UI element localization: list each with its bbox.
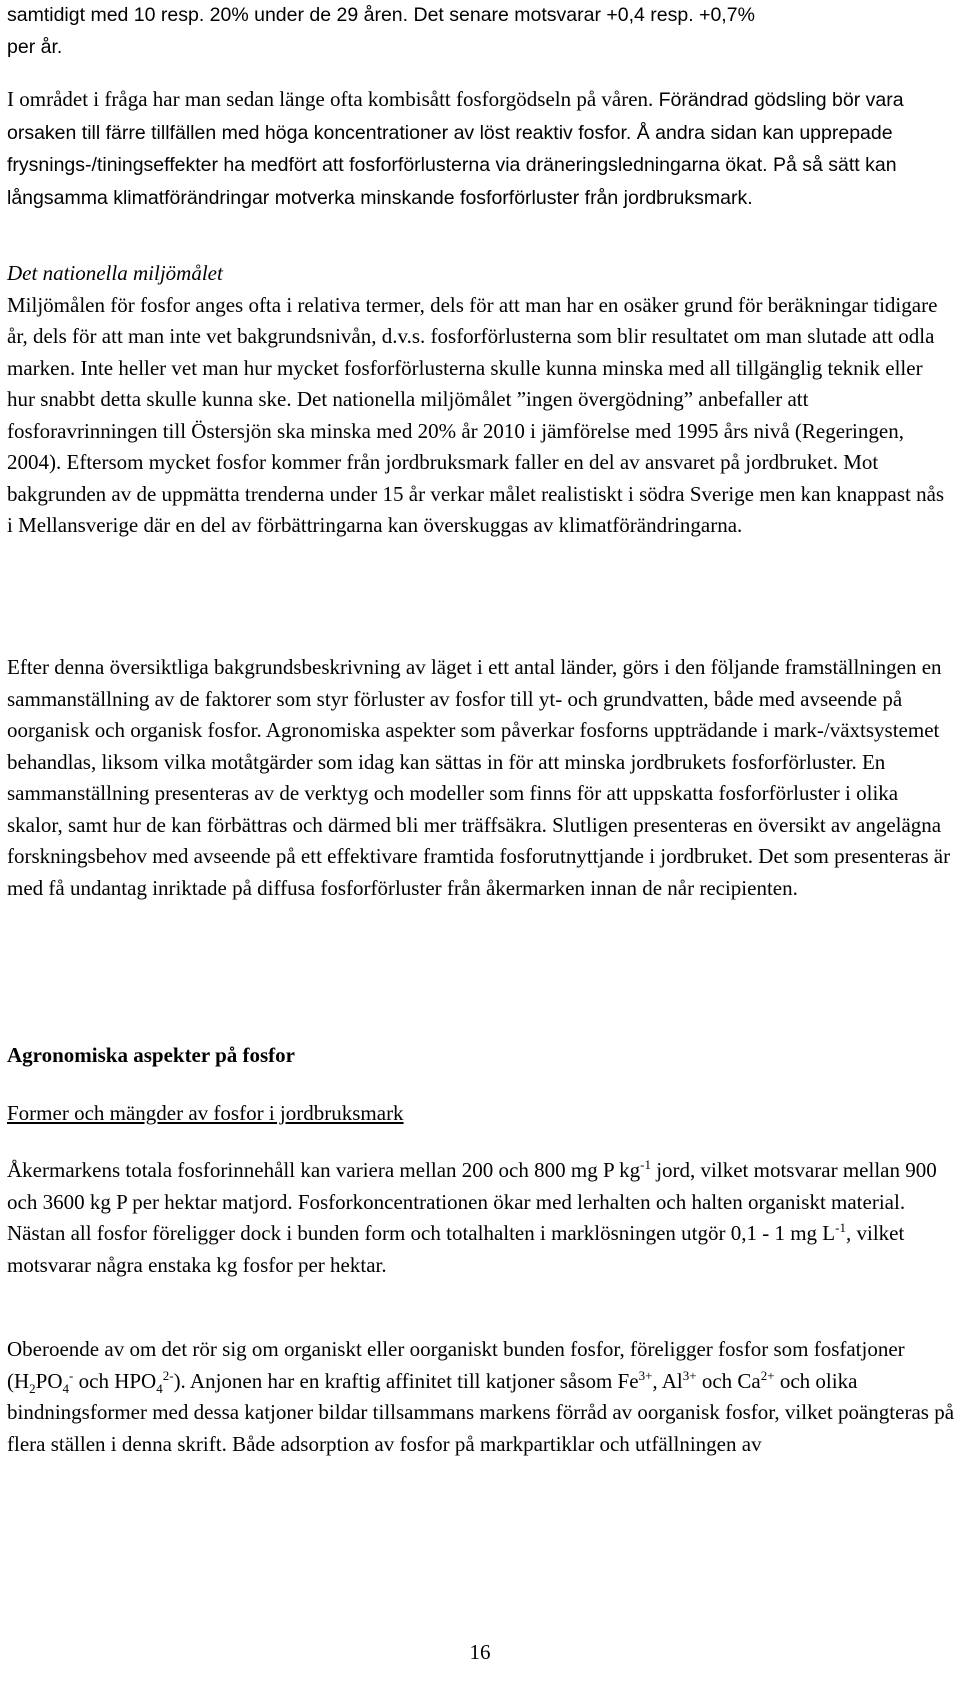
- subscript: 4: [156, 1380, 163, 1396]
- text-run: och olika bindningsformer med dessa katjoner bildar tillsammans markens förråd av oorganisk fosfor, vilket poängteras på flera ställen i denna skrift. Både adsorption av fosfor på markpartiklar och utfällningen av: [7, 1368, 955, 1456]
- text-run: , vilket motsvarar några enstaka kg fosfor per hektar.: [7, 1221, 905, 1277]
- superscript: 2+: [760, 1367, 775, 1383]
- superscript: -: [69, 1367, 74, 1383]
- text-run: ). Anjonen har en kraftig affinitet till katjoner såsom Fe: [173, 1368, 639, 1393]
- section-nationella-miljomalet: [7, 258, 955, 542]
- sentence: I området i fråga har man sedan länge ofta kombisått fosforgödseln på våren.: [7, 87, 654, 111]
- text-run: Oberoende av om det rör sig om organiskt eller oorganiskt bunden fosfor, föreligger fosfor som fosfatjoner (H: [7, 1337, 905, 1393]
- text-line: samtidigt med 10 resp. 20% under de 29 åren. Det senare motsvarar +0,4 resp. +0,7%: [7, 4, 755, 26]
- superscript: -1: [835, 1220, 846, 1235]
- superscript: 3+: [638, 1367, 653, 1383]
- text-run: , Al: [652, 1368, 683, 1393]
- superscript: 2-: [162, 1367, 174, 1383]
- text-line: per år.: [7, 35, 63, 58]
- superscript: -1: [640, 1157, 651, 1172]
- paragraph-trend-continuation: [7, 0, 955, 63]
- subscript: 2: [29, 1380, 36, 1396]
- section-body: Miljömålen för fosfor anges ofta i relativa termer, dels för att man har en osäker grund för beräkningar tidigare år, dels för att man inte vet bakgrundsnivån, d.v.s. fosforförlusterna som blir resultatet om man slutade att odla marken. Inte heller vet man hur mycket fosforförlusterna skulle kunna minska med all tillgänglig teknik eller hur snabbt detta skulle kunna ske. Det nationella miljömålet ”ingen övergödning” anbefaller att fosforavrinningen till Östersjön ska minska med 20% år 2010 i jämförelse med 1995 års nivå (Regeringen, 2004). Eftersom mycket fosfor kommer från jordbruksmark faller en del av ansvaret på jordbruket. Mot bakgrunden av de uppmätta trenderna under 15 år verkar målet realistiskt i södra Sverige men kan knappast nås i Mellansverige där en del av förbättringarna kan överskuggas av klimatförändringarna.: [7, 292, 945, 537]
- text-run: och Ca: [696, 1368, 761, 1393]
- paragraph-kombisadd: [7, 84, 955, 214]
- text-run: Åkermarkens totala fosforinnehåll kan variera mellan 200 och 800 mg P kg: [7, 1158, 641, 1182]
- paragraph-oberoende: [7, 1334, 955, 1460]
- sentence: Förändrad gödsling bör vara orsaken till färre tillfällen med höga koncentrationer av löst reaktiv fosfor. Å andra sidan kan upprepade frysnings-/tiningseffekter ha medfört att fosforförlusterna via dräneringsledningarna ökat. På så sätt kan långsamma klimatförändringar motverka minskande fosforförluster från jordbruksmark.: [7, 89, 904, 209]
- subheading-former-och-mangder: Former och mängder av fosfor i jordbruksmark: [7, 1101, 404, 1125]
- paragraph-efter-denna: [7, 652, 955, 904]
- text-run: jord, vilket motsvarar mellan 900 och 3600 kg P per hektar matjord. Fosforkoncentrationen ökar med lerhalten och halten organiskt material. Nästan all fosfor föreligger dock i bunden form och totalhalten i marklösningen utgör 0,1 - 1 mg L: [7, 1158, 937, 1245]
- text-run: och HPO: [73, 1368, 157, 1393]
- subscript: 4: [62, 1380, 70, 1396]
- paragraph-text: Efter denna översiktliga bakgrundsbeskrivning av läget i ett antal länder, görs i den följande framställningen en sammanställning av de faktorer som styr förluster av fosfor till yt- och grundvatten, både med avseende på oorganisk och organisk fosfor. Agronomiska aspekter som påverkar fosforns uppträdande i mark-/växtsystemet behandlas, liksom vilka motåtgärder som idag kan sättas in för att minska jordbrukets fosforförluster. En sammanställning presenteras av de verktyg och modeller som finns för att uppskatta fosforförluster i olika skalor, samt hur de kan förbättras och därmed bli mer träffsäkra. Slutligen presenteras en översikt av angelägna forskningsbehov med avseende på ett effektivare framtida fosforutnyttjande i jordbruket. Det som presenteras är med få undantag inriktade på diffusa fosforförluster från åkermarken innan de når recipienten.: [7, 655, 951, 900]
- text-run: PO: [35, 1368, 63, 1393]
- heading-agronomiska-aspekter: Agronomiska aspekter på fosfor: [7, 1043, 295, 1067]
- section-title: Det nationella miljömålet: [7, 261, 223, 285]
- superscript: 3+: [682, 1367, 697, 1383]
- page-number: 16: [469, 1640, 491, 1664]
- paragraph-akermarkens: [7, 1155, 955, 1281]
